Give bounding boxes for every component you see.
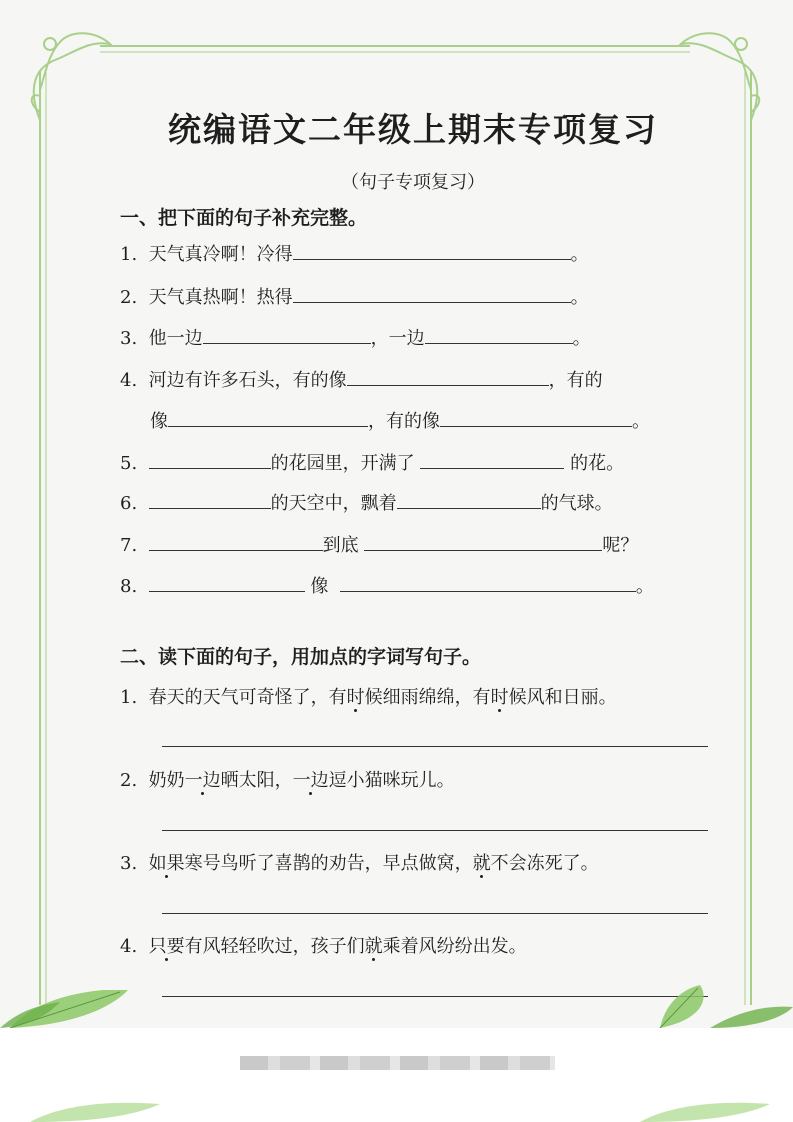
leaf-cluster-left-icon [0,990,150,1028]
section1-heading: 一、把下面的句子补充完整。 [120,207,368,229]
s2-item-3: 3. 如果寒号鸟听了喜鹊的劝告，早点做窝，就不会冻死了。 [120,849,599,875]
answer-blank[interactable] [364,549,602,551]
s1-item-2: 2. 天气真热啊！热得 。 [120,287,589,308]
s1-item-4: 4. 河边有许多石头，有的像 ，有的 [120,370,603,391]
writing-line[interactable] [162,746,708,747]
answer-blank[interactable] [149,590,305,592]
emphasized-word: 一边 [185,766,221,792]
answer-blank[interactable] [347,384,549,386]
emphasized-word: 有时候 [473,683,527,709]
emphasized-word: 有时候 [329,683,383,709]
s1-item-5: 5. 的花园里，开满了 的花。 [120,453,625,474]
answer-blank[interactable] [203,342,371,344]
s1-item-6: 6. 的天空中，飘着 的气球。 [120,493,613,514]
answer-blank[interactable] [168,425,368,427]
frame-corner-right-curl [735,38,747,50]
frame-corner-left-curl [44,38,56,50]
answer-blank[interactable] [420,467,564,469]
page-title: 统编语文二年级上期末专项复习 [168,110,658,149]
answer-blank[interactable] [149,549,323,551]
faded-leaf-left-icon [30,1100,160,1122]
answer-blank[interactable] [397,507,541,509]
faded-leaf-right-icon [640,1100,770,1122]
s2-item-4: 4. 只要有风轻轻吹过，孩子们就乘着风纷纷出发。 [120,932,527,958]
blurred-watermark [240,1056,555,1070]
answer-blank[interactable] [149,507,271,509]
writing-line[interactable] [162,996,708,997]
page-subtitle: （句子专项复习） [341,172,485,193]
s2-item-2: 2. 奶奶一边晒太阳，一边逗小猫咪玩儿。 [120,766,455,792]
s1-item-4-cont: 像 ，有的像 。 [150,411,650,432]
emphasized-word: 只要 [149,932,185,958]
s1-item-3: 3. 他一边 ，一边 。 [120,328,591,349]
answer-blank[interactable] [293,258,571,260]
answer-blank[interactable] [425,342,573,344]
answer-blank[interactable] [340,590,636,592]
answer-blank[interactable] [149,467,271,469]
emphasized-word: 如果 [149,849,185,875]
emphasized-word: 一边 [293,766,329,792]
s1-item-8: 8. 像 。 [120,576,654,597]
s1-item-7: 7. 到底 呢？ [120,535,639,556]
emphasized-word: 就 [473,849,491,875]
answer-blank[interactable] [440,425,632,427]
leaf-cluster-right-icon [640,985,793,1028]
writing-line[interactable] [162,913,708,914]
writing-line[interactable] [162,830,708,831]
answer-blank[interactable] [293,301,571,303]
section2-heading: 二、读下面的句子，用加点的字词写句子。 [120,646,482,668]
s1-item-1: 1. 天气真冷啊！冷得 。 [120,244,589,265]
s2-item-1: 1. 春天的天气可奇怪了，有时候细雨绵绵，有时候风和日丽。 [120,683,617,709]
emphasized-word: 就 [365,932,383,958]
